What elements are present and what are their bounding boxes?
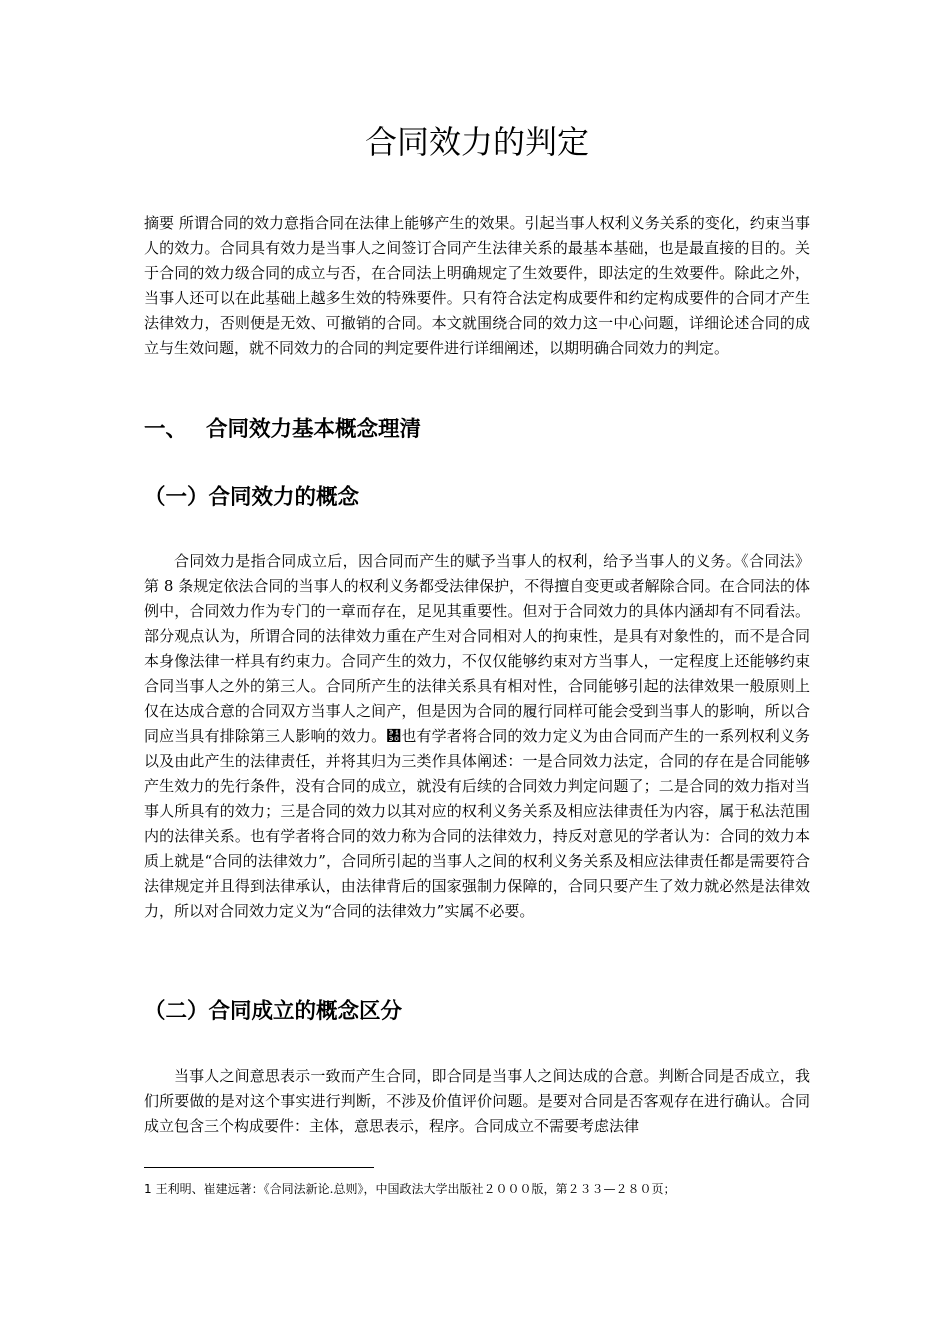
abstract-paragraph: 摘要 所谓合同的效力意指合同在法律上能够产生的效果。引起当事人权利义务关系的变化，约束当事人的效力。合同具有效力是当事人之间签订合同产生法律关系的最基本基础，也是最直接的目的。关于合同的效力级合同的成立与否，在合同法上明确规定了生效要件，即法定的生效要件。除此之外，当事人还可以在此基础上越多生效的特殊要件。只有符合法定构成要件和约定构成要件的合同才产生法律效力，否则便是无效、可撤销的合同。本文就围绕合同的效力这一中心问题，详细论述合同的成立与生效问题，就不同效力的合同的判定要件进行详细阐述，以期明确合同效力的判定。 [144, 214, 810, 357]
subsection-heading-1: （一）合同效力的概念 [144, 485, 360, 510]
body-paragraph-2: 当事人之间意思表示一致而产生合同，即合同是当事人之间达成的合意。判断合同是否成立，我们所要做的是对这个事实进行判断，不涉及价值评价问题。是要对合同是否客观存在进行确认。合同成立包含三个构成要件：主体，意思表示，程序。合同成立不需要考虑法律 [144, 1067, 810, 1135]
body-paragraph-1: 合同效力是指合同成立后，因合同而产生的赋予当事人的权利，给予当事人的义务。《合同法》第 8 条规定依法合同的当事人的权利义务都受法律保护，不得擅自变更或者解除合同。在合同法的体例中，合同效力作为专门的一章而存在，足见其重要性。但对于合同效力的具体内涵却有不同看法。部分观点认为，所谓合同的法律效力重在产生对合同相对人的拘束性，是具有对象性的，而不是合同本身像法律一样具有约束力。合同产生的效力，不仅仅能够约束对方当事人，一定程度上还能够约束合同当事人之外的第三人。合同所产生的法律关系具有相对性，合同能够引起的法律效果一般原则上仅在达成合意的合同双方当事人之间产，但是因为合同的履行同样可能会受到当事人的影响，所以合同应当具有排除第三人影响的效力。㄰也有学者将合同的效力定义为由合同而产生的一系列权利义务以及由此产生的法律责任，并将其归为三类作具体阐述：一是合同效力法定，合同的存在是合同能够产生效力的先行条件，没有合同的成立，就没有后续的合同效力判定问题了；二是合同的效力指对当事人所具有的效力；三是合同的效力以其对应的权利义务关系及相应法律责任为内容，属于私法范围内的法律关系。也有学者将合同的效力称为合同的法律效力，持反对意见的学者认为：合同的效力本质上就是“合同的法律效力”，合同所引起的当事人之间的权利义务关系及相应法律责任都是需要符合法律规定并且得到法律承认，由法律背后的国家强制力保障的，合同只要产生了效力就必然是法律效力，所以对合同效力定义为“合同的法律效力”实属不必要。 [144, 552, 810, 920]
section-number: 一、 [144, 417, 188, 442]
footnote-text: 王利明、崔建远著：《合同法新论.总则》，中国政法大学出版社２０００版，第２３３—２８０页； [155, 1182, 676, 1196]
section-heading-1 [144, 410, 810, 450]
document-title: 合同效力的判定 [364, 123, 589, 161]
section-title: 合同效力基本概念理清 [206, 417, 422, 442]
footnote-separator [144, 1167, 374, 1168]
footnote [144, 1180, 810, 1198]
footnote-mark: 1 [144, 1182, 152, 1196]
subsection-heading-2: （二）合同成立的概念区分 [144, 999, 403, 1024]
